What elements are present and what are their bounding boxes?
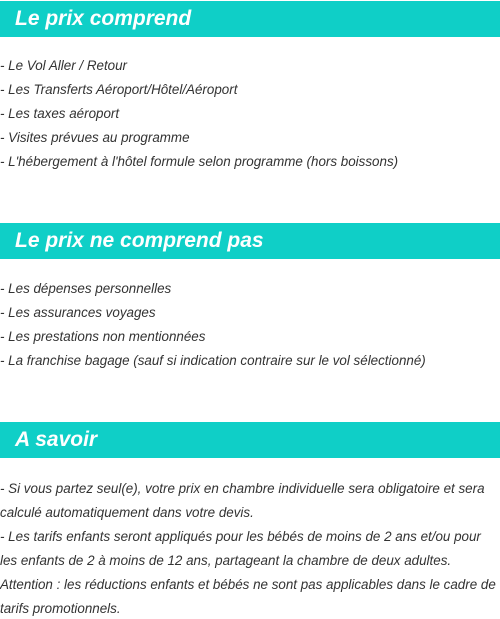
info-paragraph: Attention : les réductions enfants et bébés ne sont pas applicables dans le cadre de tarifs promotionnels. [0, 577, 496, 616]
list-item: - Le Vol Aller / Retour [0, 58, 128, 73]
list-item: - Visites prévues au programme [0, 130, 190, 145]
section-header-good-to-know [0, 422, 500, 458]
not-included-list [0, 277, 500, 373]
good-to-know-text [0, 477, 500, 619]
list-item: - Les dépenses personnelles [0, 281, 172, 296]
info-paragraph: - Les tarifs enfants seront appliqués pour les bébés de moins de 2 ans et/ou pour les enfants de 2 à moins de 12 ans, partageant la chambre de deux adultes. [0, 529, 481, 568]
list-item: - Les Transferts Aéroport/Hôtel/Aéroport [0, 82, 238, 97]
list-item: - Les assurances voyages [0, 305, 156, 320]
list-item: - Les taxes aéroport [0, 106, 120, 121]
list-item: - La franchise bagage (sauf si indication contraire sur le vol sélectionné) [0, 353, 426, 368]
list-item: - L'hébergement à l'hôtel formule selon programme (hors boissons) [0, 154, 399, 169]
list-item: - Les prestations non mentionnées [0, 329, 206, 344]
included-list [0, 54, 500, 174]
section-title-good-to-know: A savoir [15, 428, 98, 451]
section-title-not-included: Le prix ne comprend pas [15, 229, 264, 252]
section-header-not-included [0, 223, 500, 259]
info-paragraph: - Si vous partez seul(e), votre prix en chambre individuelle sera obligatoire et sera calculé automatiquement dans votre devis. [0, 481, 485, 520]
section-title-included: Le prix comprend [15, 7, 192, 30]
section-header-included [0, 1, 500, 37]
